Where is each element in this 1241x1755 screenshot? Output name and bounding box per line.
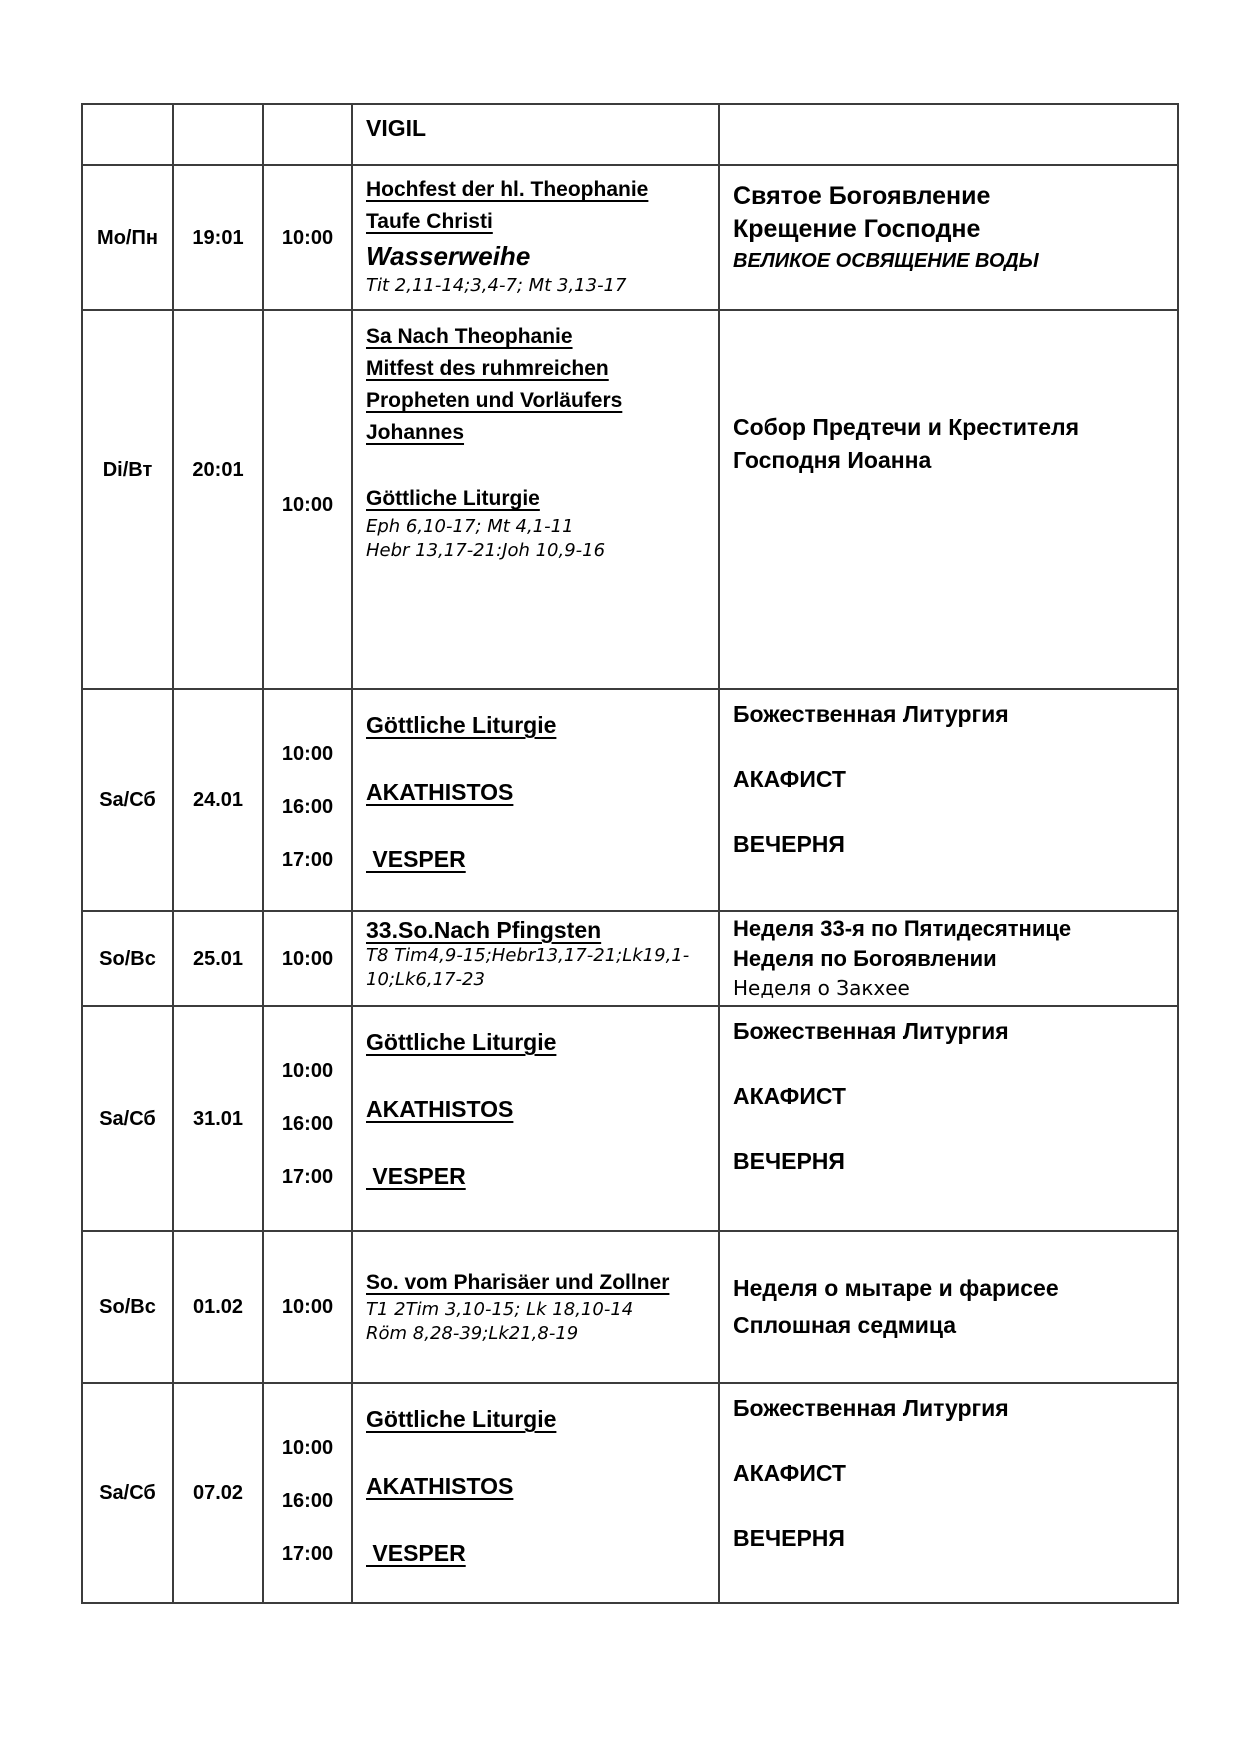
day-cell (83, 166, 174, 311)
scripture-reference: Hebr 13,17-21:Joh 10,9-16 (366, 540, 606, 561)
russian-cell (720, 166, 1179, 311)
day-value: Sa/Сб (99, 1482, 156, 1504)
german-line: VIGIL (366, 115, 427, 141)
date-cell (174, 311, 264, 690)
time-value: 17:00 (281, 1166, 334, 1188)
day-cell (83, 690, 174, 912)
time-cell (264, 105, 353, 166)
date-cell (174, 1007, 264, 1232)
russian-cell (720, 1007, 1179, 1232)
german-line: VESPER (366, 1163, 466, 1189)
german-line: Göttliche Liturgie (366, 487, 540, 510)
russian-cell (720, 311, 1179, 690)
day-value: Sa/Сб (99, 1107, 156, 1130)
russian-line: АКАФИСТ (733, 766, 846, 792)
russian-line: ВЕЛИКОЕ ОСВЯЩЕНИЕ ВОДЫ (733, 250, 1039, 272)
time-cell (264, 1232, 353, 1384)
time-value: 16:00 (281, 796, 334, 818)
scripture-reference: T8 Tim4,9-15;Hebr13,17-21;Lk19,1-10;Lk6,17-23 (366, 945, 690, 990)
time-cell (264, 1384, 353, 1604)
russian-line: Крещение Господне (733, 215, 981, 243)
day-value: Di/Вт (102, 458, 153, 481)
date-value: 25.01 (192, 947, 244, 970)
time-value: 10:00 (281, 743, 334, 765)
scripture-reference: Röm 8,28-39;Lk21,8-19 (366, 1323, 579, 1344)
day-cell (83, 1232, 174, 1384)
time-cell (264, 1007, 353, 1232)
german-line: VESPER (366, 1540, 466, 1566)
date-value: 01.02 (192, 1296, 244, 1318)
day-value: Mo/Пн (97, 226, 158, 249)
date-cell (174, 1384, 264, 1604)
time-value: 17:00 (281, 849, 334, 871)
date-value: 20:01 (192, 458, 244, 481)
german-cell (353, 1384, 720, 1604)
day-value: Sa/Сб (99, 789, 156, 811)
german-line: So. vom Pharisäer und Zollner (366, 1271, 670, 1294)
german-line: Sa Nach Theophanie (366, 325, 573, 348)
time-value: 10:00 (281, 1437, 334, 1459)
schedule-table (81, 103, 1179, 1604)
german-line: AKATHISTOS (366, 1096, 514, 1122)
russian-cell (720, 690, 1179, 912)
day-value: So/Вс (99, 1296, 156, 1318)
day-cell (83, 311, 174, 690)
day-value: So/Вс (99, 947, 156, 970)
time-value: 16:00 (281, 1113, 334, 1135)
german-line: Mitfest des ruhmreichen Propheten und Vorläufers Johannes (366, 357, 623, 444)
russian-line: Неделя 33-я по Пятидесятнице (733, 916, 1072, 941)
time-cell (264, 690, 353, 912)
german-cell (353, 166, 720, 311)
line-spacer (366, 449, 712, 483)
russian-line: Неделя по Богоявлении (733, 946, 997, 971)
time-value: 10:00 (281, 947, 334, 970)
german-line: Wasserweihe (366, 241, 531, 271)
russian-line: ВЕЧЕРНЯ (733, 1525, 845, 1551)
german-line: AKATHISTOS (366, 779, 514, 805)
date-cell (174, 105, 264, 166)
russian-line: Сплошная седмица (733, 1312, 957, 1338)
german-line: Hochfest der hl. Theophanie (366, 178, 649, 201)
time-value: 17:00 (281, 1543, 334, 1565)
time-cell (264, 912, 353, 1007)
german-line: VESPER (366, 846, 466, 872)
date-value: 07.02 (192, 1482, 244, 1504)
day-cell (83, 1384, 174, 1604)
german-cell (353, 1007, 720, 1232)
russian-line: АКАФИСТ (733, 1460, 846, 1486)
russian-line: Неделя о Закхее (733, 976, 910, 1000)
scripture-reference: Tit 2,11-14;3,4-7; Mt 3,13-17 (366, 275, 627, 296)
time-value: 10:00 (281, 226, 334, 249)
russian-line: ВЕЧЕРНЯ (733, 1148, 845, 1174)
russian-cell (720, 912, 1179, 1007)
german-line: Göttliche Liturgie (366, 1029, 557, 1055)
russian-cell (720, 1232, 1179, 1384)
time-value: 10:00 (281, 494, 334, 516)
russian-line: ВЕЧЕРНЯ (733, 831, 845, 857)
german-cell (353, 1232, 720, 1384)
date-cell (174, 912, 264, 1007)
russian-line: Божественная Литургия (733, 1395, 1009, 1421)
date-cell (174, 690, 264, 912)
day-cell (83, 912, 174, 1007)
german-line: 33.So.Nach Pfingsten (366, 917, 602, 943)
russian-line: Неделя о мытаре и фарисее (733, 1275, 1059, 1301)
russian-line: Собор Предтечи и Крестителя Господня Иоанна (733, 414, 1080, 473)
time-cell (264, 311, 353, 690)
german-cell (353, 311, 720, 690)
german-line: AKATHISTOS (366, 1473, 514, 1499)
german-cell (353, 105, 720, 166)
date-value: 24.01 (192, 789, 244, 811)
russian-line: Божественная Литургия (733, 701, 1009, 727)
russian-cell (720, 105, 1179, 166)
time-value: 10:00 (281, 1060, 334, 1082)
scripture-reference: T1 2Tim 3,10-15; Lk 18,10-14 (366, 1299, 634, 1320)
german-line: Göttliche Liturgie (366, 1406, 557, 1432)
date-value: 19:01 (192, 226, 244, 249)
date-cell (174, 1232, 264, 1384)
russian-line: АКАФИСТ (733, 1083, 846, 1109)
scripture-reference: Eph 6,10-17; Mt 4,1-11 (366, 516, 574, 537)
time-cell (264, 166, 353, 311)
german-line: Göttliche Liturgie (366, 712, 557, 738)
day-cell (83, 1007, 174, 1232)
russian-line: Божественная Литургия (733, 1018, 1009, 1044)
german-cell (353, 912, 720, 1007)
time-value: 16:00 (281, 1490, 334, 1512)
date-value: 31.01 (192, 1107, 244, 1130)
russian-cell (720, 1384, 1179, 1604)
date-cell (174, 166, 264, 311)
russian-line: Святое Богоявление (733, 182, 991, 210)
time-value: 10:00 (281, 1296, 334, 1318)
german-line: Taufe Christi (366, 210, 493, 233)
german-cell (353, 690, 720, 912)
day-cell (83, 105, 174, 166)
